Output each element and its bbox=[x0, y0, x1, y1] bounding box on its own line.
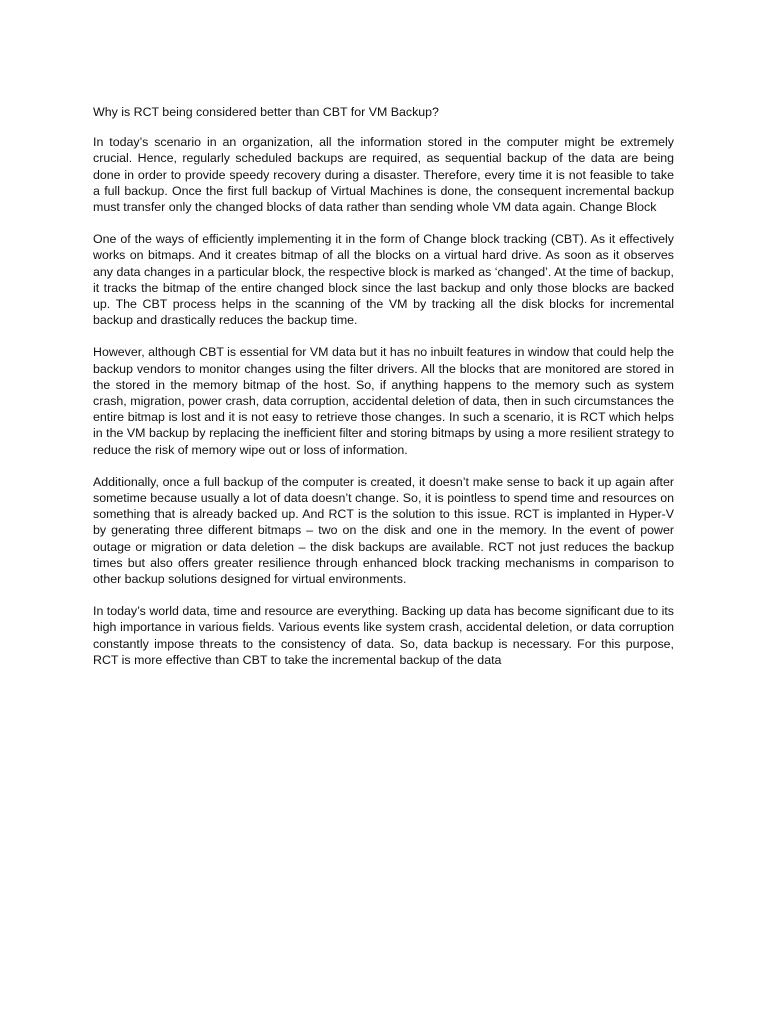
document-content bbox=[93, 104, 674, 668]
document-title: Why is RCT being considered better than CBT for VM Backup? bbox=[93, 105, 439, 119]
paragraph-4: Additionally, once a full backup of the computer is created, it doesn’t make sense to back it up again after sometime because usually a lot of data doesn’t change. So, it is pointless to spend time and resources on something that is already backed up. And RCT is the solution to this issue. RCT is implanted in Hyper-V by generating three different bitmaps – two on the disk and one in the memory. In the event of power outage or migration or data deletion – the disk backups are available. RCT not just reduces the backup times but also offers greater resilience through enhanced block tracking mechanisms in comparison to other backup solutions designed for virtual environments. bbox=[93, 474, 674, 587]
paragraph-2: One of the ways of efficiently implementing it in the form of Change block tracking (CBT). As it effectively works on bitmaps. And it creates bitmap of all the blocks on a virtual hard drive. As soon as it observes any data changes in a particular block, the respective block is marked as ‘changed’. At the time of backup, it tracks the bitmap of the entire changed block since the last backup and only those blocks are backed up. The CBT process helps in the scanning of the VM by tracking all the disk blocks for incremental backup and drastically reduces the backup time. bbox=[93, 232, 674, 328]
paragraph-3: However, although CBT is essential for VM data but it has no inbuilt features in window that could help the backup vendors to monitor changes using the filter drivers. All the blocks that are monitored are stored in the stored in the memory bitmap of the host. So, if anything happens to the memory such as system crash, migration, power crash, data corruption, accidental deletion of data, then in such circumstances the entire bitmap is lost and it is not easy to retrieve those changes. In such a scenario, it is RCT which helps in the VM backup by replacing the inefficient filter and storing bitmaps by using a more resilient strategy to reduce the risk of memory wipe out or loss of information. bbox=[93, 345, 674, 457]
paragraph-5: In today’s world data, time and resource are everything. Backing up data has become significant due to its high importance in various fields. Various events like system crash, accidental deletion, or data corruption constantly impose threats to the consistency of data. So, data backup is necessary. For this purpose, RCT is more effective than CBT to take the incremental backup of the data bbox=[93, 604, 674, 667]
paragraph-1: In today’s scenario in an organization, all the information stored in the computer might be extremely crucial. Hence, regularly scheduled backups are required, as sequential backup of the data are being done in order to provide speedy recovery during a disaster. Therefore, every time it is not feasible to take a full backup. Once the first full backup of Virtual Machines is done, the consequent incremental backup must transfer only the changed blocks of data rather than sending whole VM data again. Change Block bbox=[93, 135, 674, 215]
